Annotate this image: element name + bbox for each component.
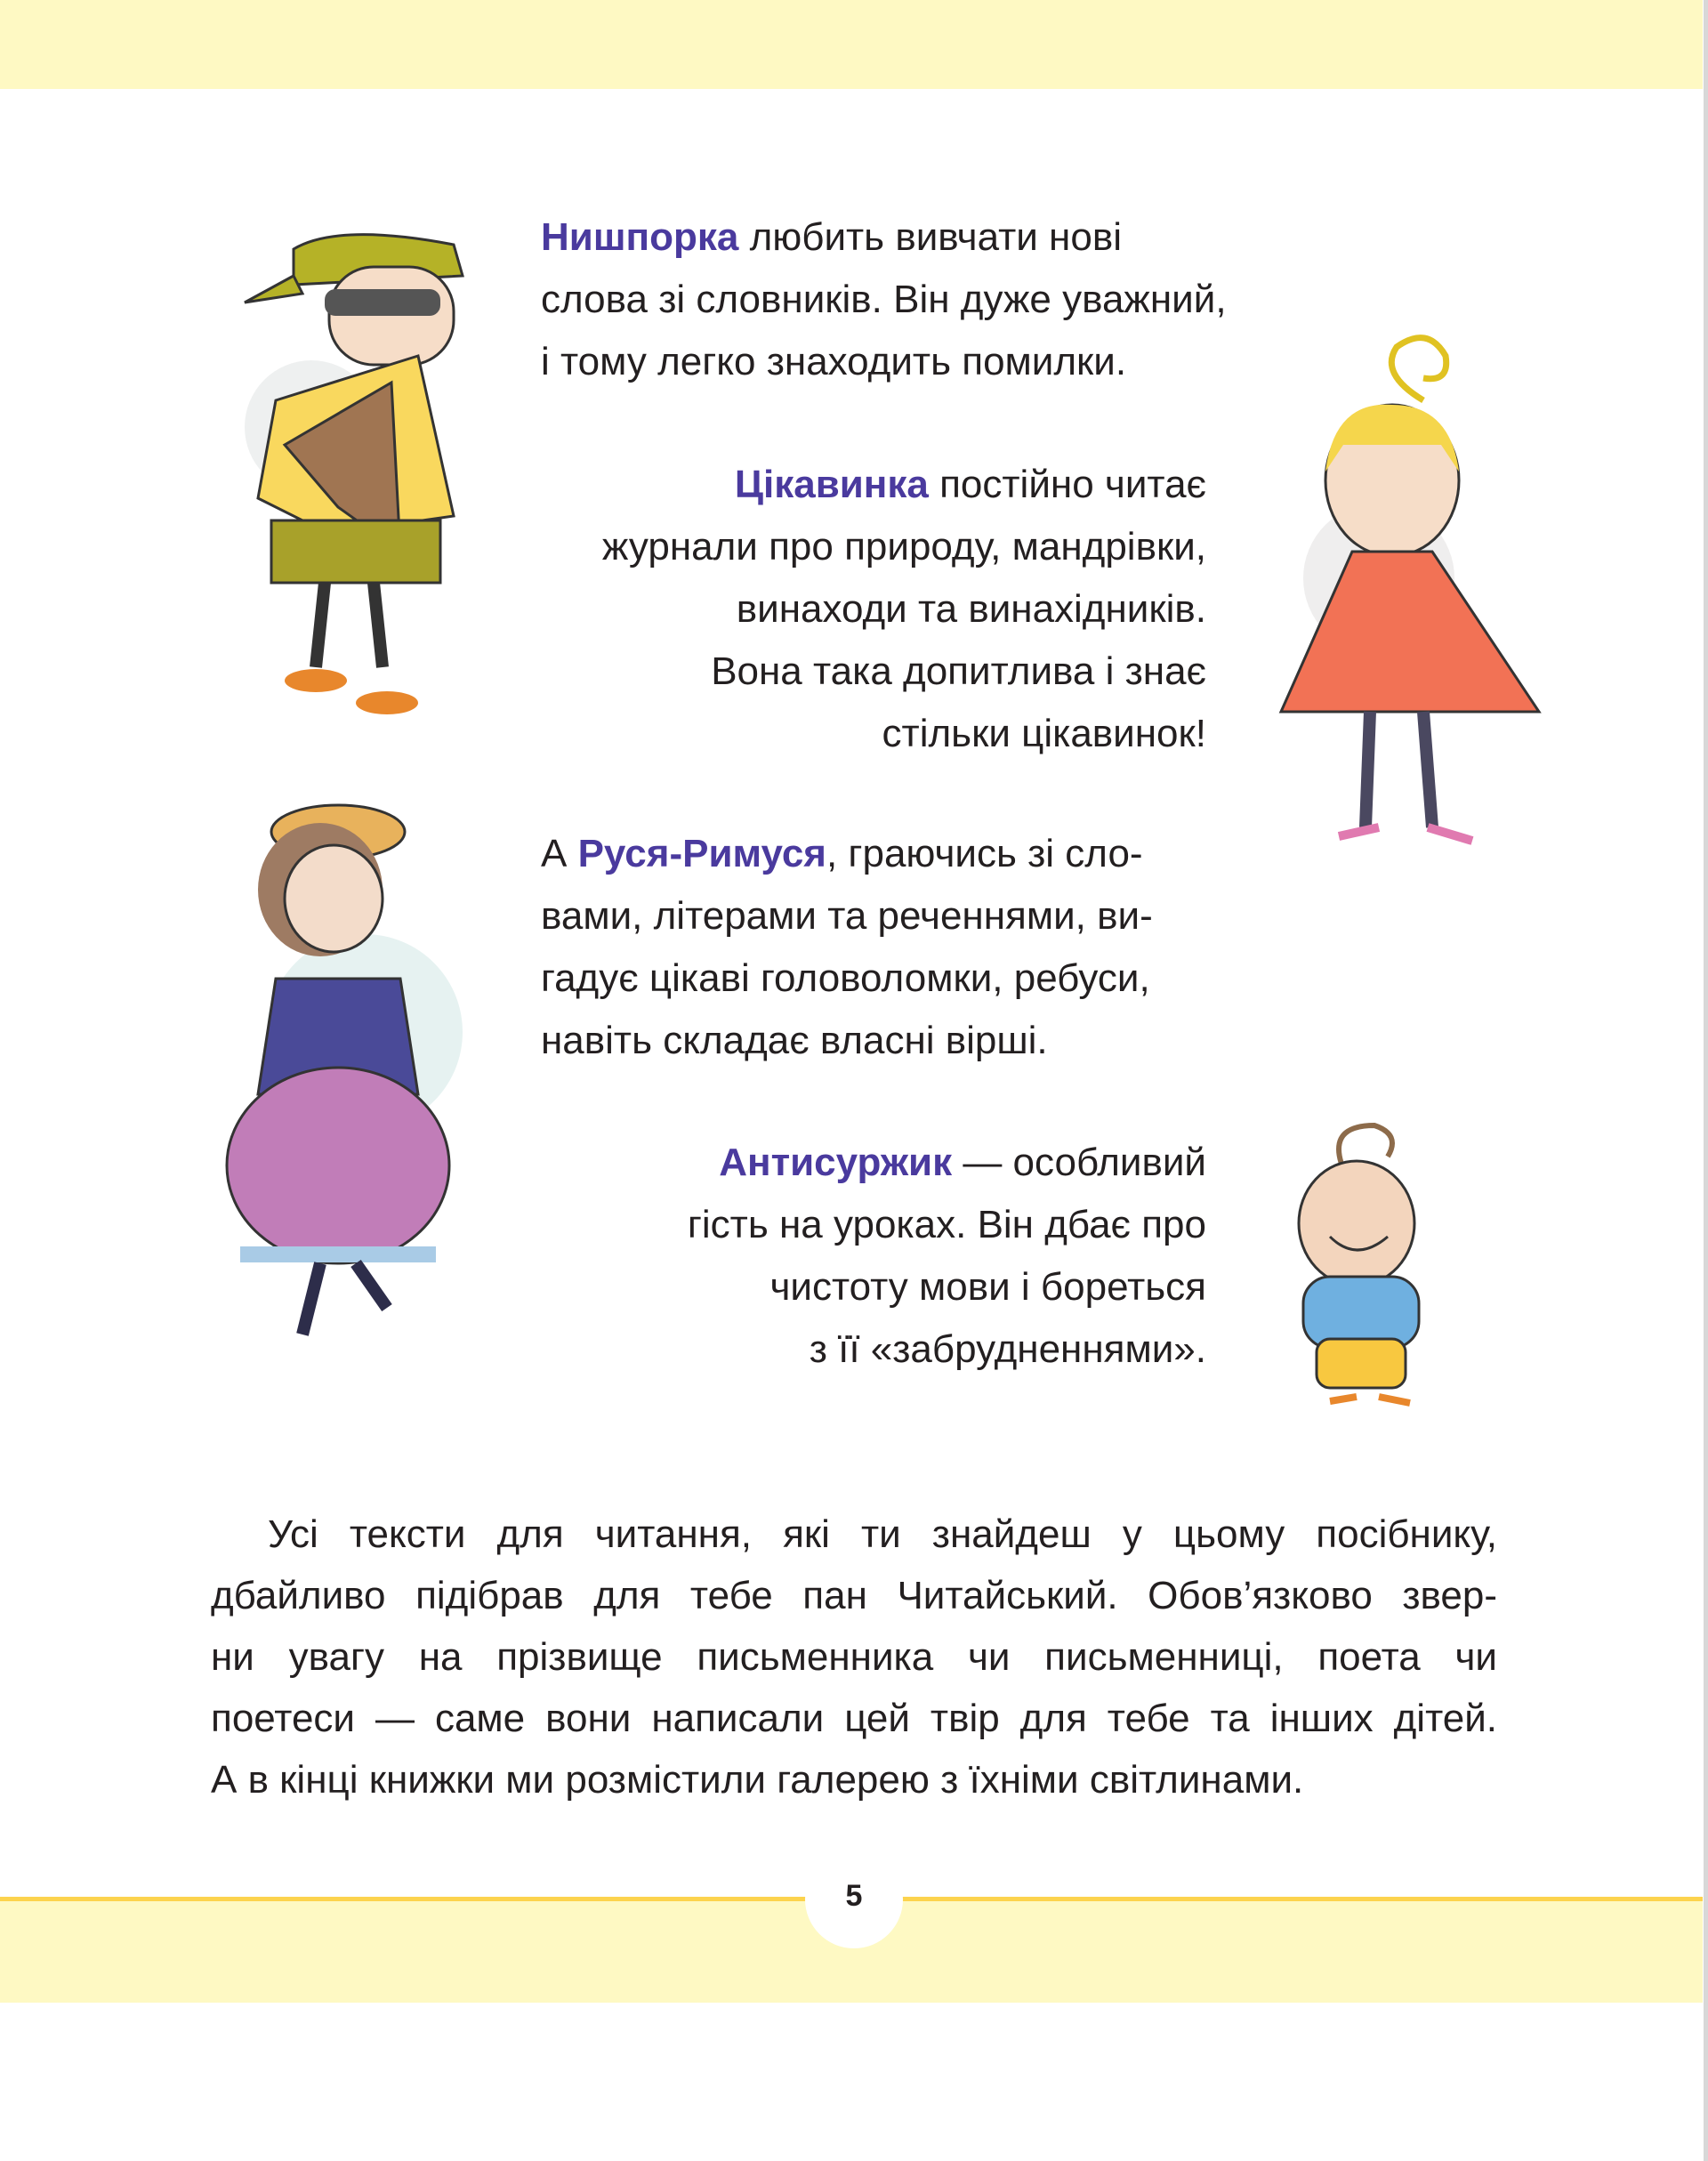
text-line: гість на уроках. Він дбає про xyxy=(687,1203,1206,1246)
paragraph-line: дбайливо підібрав для тебе пан Читайський. Обов’язково звер- xyxy=(211,1574,1497,1617)
intro-paragraph xyxy=(211,1504,1497,1810)
antysurzhyk-illustration xyxy=(1285,1117,1463,1410)
character-name: Цікавинка xyxy=(734,463,929,506)
header-band xyxy=(0,0,1703,89)
paragraph-line: Усі тексти для читання, які ти знайдеш у цьому посібнику, xyxy=(268,1512,1497,1556)
rusia-rymusia-illustration xyxy=(222,774,507,1343)
character-antysurzhyk-text xyxy=(688,1132,1206,1381)
text-prefix: А xyxy=(541,832,578,875)
text-line: навіть складає власні вірші. xyxy=(541,1019,1048,1062)
text-line: стільки цікавинок! xyxy=(882,712,1206,755)
character-rusia-rymusia-text xyxy=(541,823,1153,1072)
character-tsikavynka-text xyxy=(602,454,1206,765)
text-line: любить вивчати нові xyxy=(749,215,1122,259)
page-edge xyxy=(1704,0,1708,2161)
character-name: Антисуржик xyxy=(719,1141,953,1184)
text-line: слова зі словників. Він дуже уважний, xyxy=(541,278,1227,321)
text-line: винаходи та винахідників. xyxy=(736,587,1206,631)
nyshporka-illustration xyxy=(240,205,480,730)
paragraph-line: ни увагу на прізвище письменника чи письменниці, поета чи xyxy=(211,1635,1497,1679)
text-line: з її «забрудненнями». xyxy=(809,1327,1206,1371)
paragraph-line: поетеси — саме вони написали цей твір для тебе та інших дітей. xyxy=(211,1697,1497,1740)
character-nyshporka-text xyxy=(541,206,1227,393)
text-line: і тому легко знаходить помилки. xyxy=(541,340,1127,383)
character-name: Нишпорка xyxy=(541,215,739,259)
text-line: вами, літерами та реченнями, ви- xyxy=(541,894,1153,938)
paragraph-line: А в кінці книжки ми розмістили галерею з їхніми світлинами. xyxy=(211,1758,1304,1802)
character-name: Руся-Римуся xyxy=(577,832,826,875)
text-line: журнали про природу, мандрівки, xyxy=(601,525,1206,568)
text-line: чистоту мови і бореться xyxy=(769,1265,1206,1309)
page-number-badge xyxy=(805,1851,903,1948)
text-line: Вона така допитлива і знає xyxy=(711,649,1206,693)
text-line: , граючись зі сло- xyxy=(826,832,1143,875)
text-line: гадує цікаві головоломки, ребуси, xyxy=(541,956,1150,1000)
text-line: — особливий xyxy=(952,1141,1206,1184)
text-line: постійно читає xyxy=(939,463,1206,506)
page-number: 5 xyxy=(845,1879,863,1913)
tsikavynka-illustration xyxy=(1272,302,1557,854)
